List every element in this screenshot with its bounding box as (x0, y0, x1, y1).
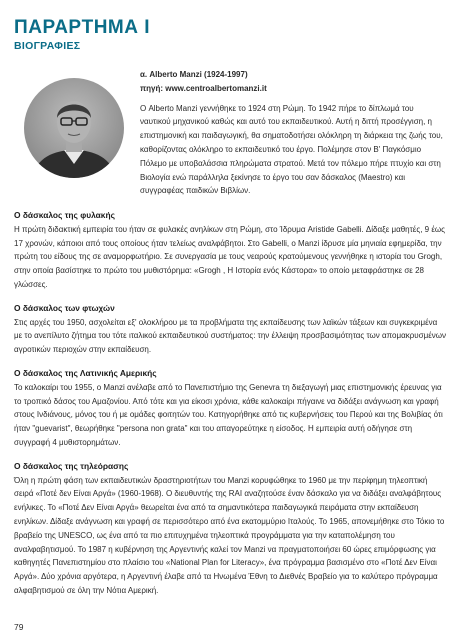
page-number: 79 (14, 622, 24, 632)
bio-source: πηγή: www.centroalbertomanzi.it (140, 83, 267, 93)
section-heading-prison: Ο δάσκαλος της φυλακής (14, 210, 115, 220)
section-text-latin-america: Το καλοκαίρι του 1955, ο Manzi ανέλαβε από το Πανεπιστήμιο της Genevra τη διεξαγωγή μιας επιστημονικής έρευνας για το τροπικό δάσος του Αμαζονίου. Από τότε και για είκοσι χρόνια, κάθε καλοκαίρι πήγαινε να διδάξει ανάγνωση και γραφή στους Ινδιάνους, μόνος του ή με ομάδες φοιτητών του. Κατηγορήθηκε από τις κυβερνήσεις του Περού και της Βολιβίας ότι ήταν "guevarist", θεωρήθηκε "persona non grata" και του απαγορεύτηκε η είσοδος. Η εμπειρία αυτή οδήγησε στη συγγραφή 4 μυθιστορημάτων. (14, 382, 443, 447)
section-heading-poor: Ο δάσκαλος των φτωχών (14, 302, 115, 313)
intro-block (140, 68, 446, 198)
section-text-poor: Στις αρχές του 1950, ασχολείται εξ' ολοκλήρου με τα προβλήματα της εκπαίδευσης των λαϊκών τάξεων και συγκεκριμένα με το ανεπίλυτο ζήτημα του τότε ιταλικού εκπαιδευτικού συστήματος: την έλλειψη προσβασιμότητας των απομακρυσμένων αγροτικών περιοχών στην εκπαίδευση. (14, 317, 447, 355)
page-subtitle: ΒΙΟΓΡΑΦΙΕΣ (14, 40, 81, 52)
section-text-prison: Η πρώτη διδακτική εμπειρία του ήταν σε φυλακές ανηλίκων στη Ρώμη, στο Ίδρυμα Aristide Gabelli. Δίδαξε μαθητές, 9 έως 17 χρονών, κάποιοι από τους οποίους ήταν τελείως αναλφάβητοι. Στο Gabelli, ο Manzi ίδρυσε μία μηνιαία εφημερίδα, την πρώτη του είδους της σε αναμορφωτήριο. Σε συνεργασία με τους νεαρούς κρατούμενους γεννήθηκε η ιστορία του Grogh, στην οποία βασίστηκε το πρώτο του μυθιστόρημα: «Grogh , Η Ιστορία ενός Κάστορα» το οποίο μεταφράστηκε σε 28 γλώσσες. (14, 224, 445, 289)
portrait-photo (24, 78, 124, 178)
bio-name: α. Alberto Manzi (1924-1997) (140, 70, 248, 79)
bio-intro-text: Ο Alberto Manzi γεννήθηκε το 1924 στη Ρώμη. Το 1942 πήρε το δίπλωμά του ναυτικού μηχανικού καθώς και αυτό του εκπαιδευτικού. Αυτή η διττή προσέγγιση, η επιστημονική και παιδαγωγική, θα σηματοδοτήσει ολόκληρη τη διάρκεια της ζωής του, καθορίζοντας ολόκληρο το εκπαιδευτικό του έργο. Πολέμησε στον Β' Παγκόσμιο Πόλεμο με υποβαλάσσια πληρώματα στρατού. Μετά τον πόλεμο πήρε πτυχίο και στη Βιολογία ενώ παράλληλα ξεκίνησε το έργο του σαν δάσκαλος (Maestro) και συγγραφέας παιδικών Βιβλίων. (140, 103, 443, 196)
section-heading-television: Ο δάσκαλος της τηλεόρασης (14, 460, 129, 471)
section-heading-latin-america: Ο δάσκαλος της Λατινικής Αμερικής (14, 367, 157, 378)
bio-sections (14, 209, 446, 608)
section-text-television: Όλη η πρώτη φάση των εκπαιδευτικών δραστηριοτήτων του Manzi κορυφώθηκε το 1960 με την περίφημη τηλεοπτική σειρά «Ποτέ δεν Είναι Αργά» (1960-1968). Ο διευθυντής της RAI αναζητούσε έναν δάσκαλο για να διδάξει αναλφάβητους ενήλικες. Το «Ποτέ Δεν Είναι Αργά» θεωρείται ένα από τα σημαντικότερα παιδαγωγικά πειράματα στην εκπαίδευση ενηλίκων. Δίδαξε ανάγνωση και γραφή σε περισσότερο από ένα εκατομμύριο Ιταλούς. Το 1965, απονεμήθηκε στο Τόκιο το βραβείο της UNESCO, ως ένα από τα πιο επιτυχημένα τηλεοπτικά προγράμματα για την καταπολέμηση του αναλφαβητισμού. Το 1987 η κυβέρνηση της Αργεντινής καλεί τον Manzi να πραγματοποιήσει 60 ώρες επιμόρφωσης για καθηγητές Πανεπιστημίου στο πλαίσιο του «National Plan for Literacy», ένα πρόγραμμα βασισμένο στο «Ποτέ Δεν Είναι Αργά». Δύο χρόνια αργότερα, η Αργεντινή έλαβε από τα Ηνωμένα Έθνη το Διεθνές Βραβείο για το καλύτερο πρόγραμμα αλφαβητισμού σε όλη την Νότια Αμερική. (14, 475, 445, 595)
page-title: ΠΑΡΑΡΤΗΜΑ I (14, 17, 151, 38)
